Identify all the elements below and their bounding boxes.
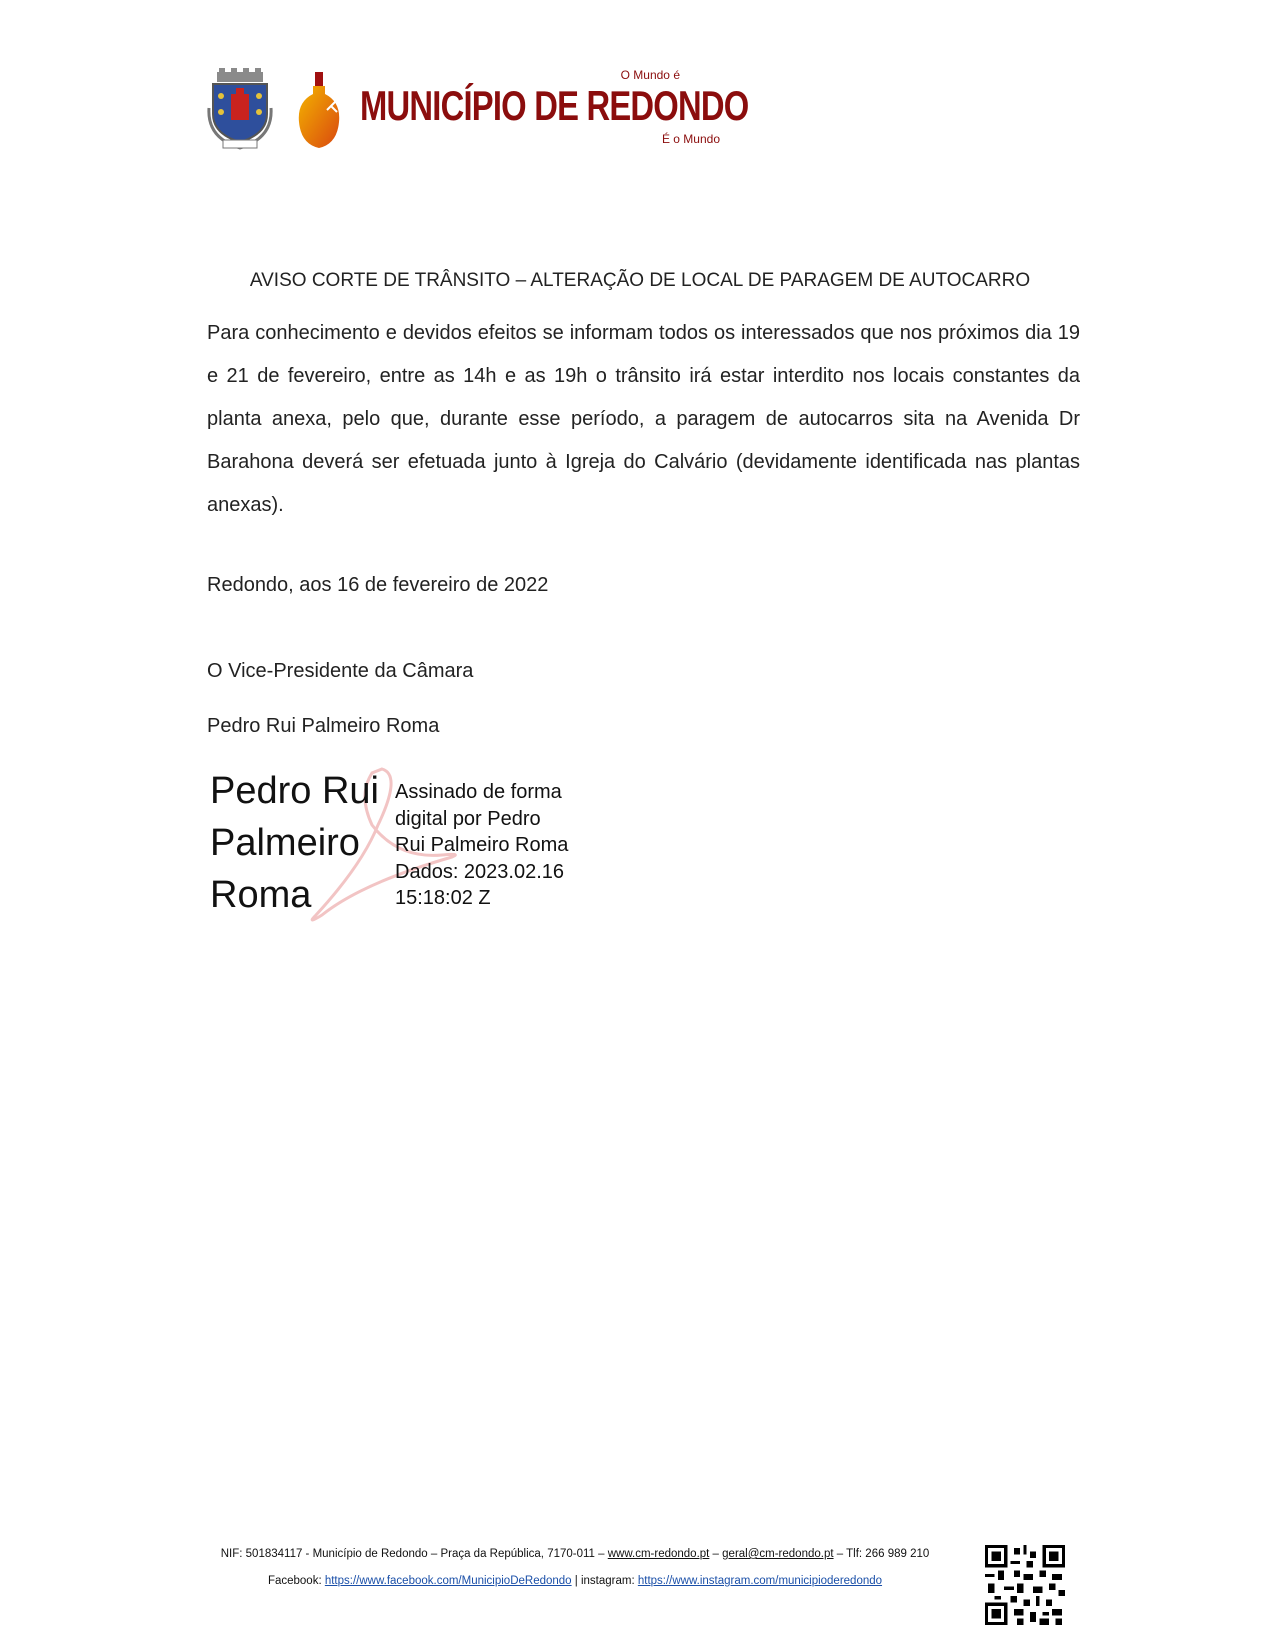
- signature-detail-line: Dados: 2023.02.16: [395, 860, 565, 883]
- brand-title: MUNICÍPIO DE REDONDO: [360, 82, 749, 129]
- footer-contact-line: [205, 1548, 945, 1560]
- facebook-link[interactable]: https://www.facebook.com/MunicipioDeRedondo: [324, 1575, 572, 1587]
- signer-role: O Vice-Presidente da Câmara: [207, 660, 474, 682]
- qr-code-icon[interactable]: [985, 1545, 1065, 1625]
- notice-body: Para conhecimento e devidos efeitos se informam todos os interessados que nos próximos dia 19 e 21 de fevereiro, entre as 14h e as 19h o trânsito irá estar interdito nos locais constantes da planta anexa, pelo que, durante esse período, a paragem de autocarros sita na Avenida Dr Barahona deverá ser efetuada junto à Igreja do Calvário (devidamente identificada nas plantas anexas).: [207, 322, 1080, 516]
- footer-nif-address: NIF: 501834117 - Município de Redondo – Praça da República, 7170-011 –: [220, 1548, 608, 1560]
- signature-name-large: [210, 765, 379, 921]
- brand-tagline-bottom: É o Mundo: [661, 132, 720, 146]
- signature-detail-line: Assinado de forma: [395, 781, 562, 803]
- letterhead: [205, 62, 749, 152]
- footer-separator: –: [709, 1548, 723, 1560]
- footer-phone: – Tlf: 266 989 210: [833, 1548, 930, 1560]
- digital-signature-block[interactable]: [207, 765, 597, 925]
- instagram-label: | instagram:: [571, 1575, 638, 1587]
- signature-details: [395, 779, 568, 912]
- signer-name: Pedro Rui Palmeiro Roma: [207, 715, 440, 737]
- signature-name-line: Roma: [210, 874, 312, 916]
- facebook-label: Facebook:: [267, 1575, 325, 1587]
- brand-tagline-top: O Mundo é: [620, 68, 680, 82]
- signature-detail-line: digital por Pedro: [395, 807, 541, 830]
- footer-social-line: [205, 1575, 945, 1587]
- clay-jar-logo-icon: [293, 70, 345, 150]
- municipality-brand: [360, 62, 749, 152]
- coat-of-arms-icon: [205, 68, 275, 150]
- signature-name-line: Palmeiro: [210, 822, 360, 864]
- email-link[interactable]: geral@cm-redondo.pt: [722, 1548, 834, 1560]
- notice-title: AVISO CORTE DE TRÂNSITO – ALTERAÇÃO DE LOCAL DE PARAGEM DE AUTOCARRO: [249, 270, 1031, 291]
- signature-detail-line: 15:18:02 Z: [395, 887, 491, 909]
- website-link[interactable]: www.cm-redondo.pt: [607, 1548, 710, 1560]
- signature-detail-line: Rui Palmeiro Roma: [395, 834, 569, 856]
- signature-name-line: Pedro Rui: [210, 770, 379, 812]
- instagram-link[interactable]: https://www.instagram.com/municipioderedondo: [637, 1575, 883, 1587]
- date-line: Redondo, aos 16 de fevereiro de 2022: [207, 574, 549, 596]
